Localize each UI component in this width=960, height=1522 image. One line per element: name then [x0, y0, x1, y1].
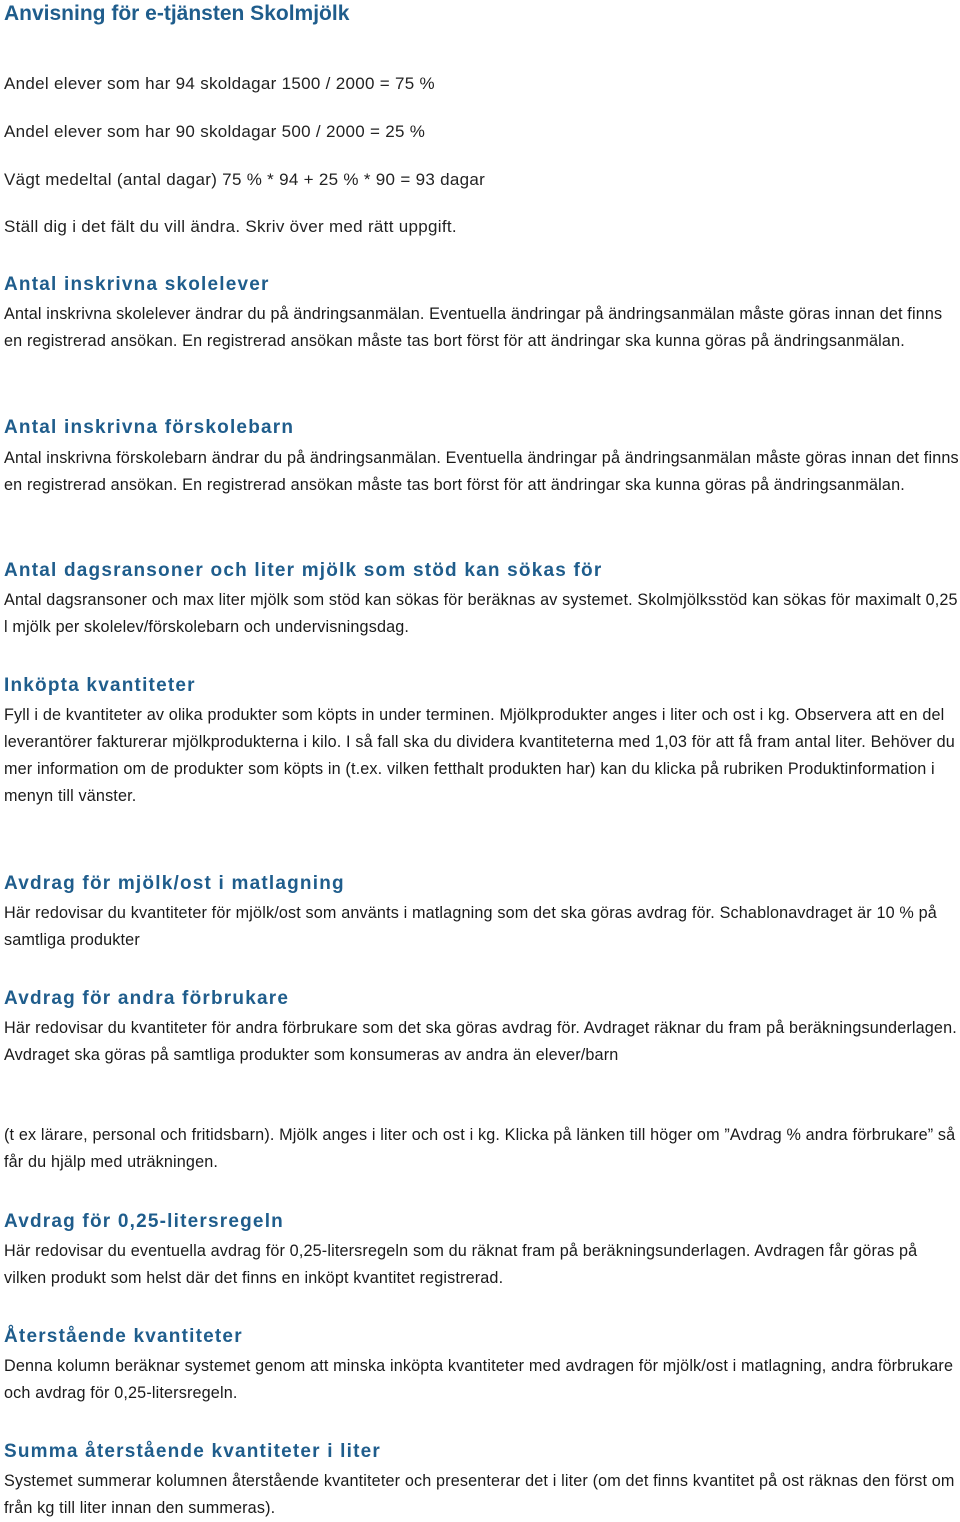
heading-matlagning: Avdrag för mjölk/ost i matlagning [4, 873, 345, 894]
heading-aterstaende: Återstående kvantiteter [4, 1326, 243, 1347]
body-025-regeln: Här redovisar du eventuella avdrag för 0,25-litersregeln som du räknat fram på beräkningsunderlagen. Avdragen får göras på vilken produkt som helst där det finns en inköpt kvantitet registrerad. [4, 1242, 918, 1287]
heading-summa: Summa återstående kvantiteter i liter [4, 1441, 382, 1462]
body-matlagning: Här redovisar du kvantiteter för mjölk/ost som använts i matlagning som det ska göras avdrag för. Schablonavdraget är 10 % på samtliga produkter [4, 904, 937, 949]
calc-line-2: Andel elever som har 90 skoldagar 500 / 2000 = 25 % [4, 122, 426, 141]
body-skolelever: Antal inskrivna skolelever ändrar du på ändringsanmälan. Eventuella ändringar på ändringsanmälan måste göras innan det finns en registrerad ansökan. En registrerad ansökan måste tas bort först för att ändringar ska kunna göras på ändringsanmälan. [4, 305, 943, 350]
body-andra-forbrukare-cont: (t ex lärare, personal och fritidsbarn). Mjölk anges i liter och ost i kg. Klicka på länken till höger om ”Avdrag % andra förbrukare” så får du hjälp med uträkningen. [4, 1126, 956, 1171]
body-andra-forbrukare: Här redovisar du kvantiteter för andra förbrukare som det ska göras avdrag för. Avdraget räknar du fram på beräkningsunderlagen. Avdraget ska göras på samtliga produkter som konsumeras av andra än elever/barn [4, 1019, 957, 1064]
body-summa: Systemet summerar kolumnen återstående kvantiteter och presenterar det i liter (om det finns kvantitet på ost räknas den först om från kg till liter innan den summeras). [4, 1472, 955, 1517]
heading-dagsransoner: Antal dagsransoner och liter mjölk som stöd kan sökas för [4, 560, 603, 581]
heading-025-regeln: Avdrag för 0,25-litersregeln [4, 1211, 284, 1232]
heading-skolelever: Antal inskrivna skolelever [4, 274, 270, 295]
calc-line-3: Vägt medeltal (antal dagar) 75 % * 94 + 25 % * 90 = 93 dagar [4, 170, 486, 189]
calc-line-1: Andel elever som har 94 skoldagar 1500 / 2000 = 75 % [4, 74, 435, 93]
instruction-line: Ställ dig i det fält du vill ändra. Skriv över med rätt uppgift. [4, 217, 457, 236]
body-dagsransoner: Antal dagsransoner och max liter mjölk som stöd kan sökas för beräknas av systemet. Skolmjölksstöd kan sökas för maximalt 0,25 l mjölk per skolelev/förskolebarn och undervisningsdag. [4, 591, 958, 636]
heading-andra-forbrukare: Avdrag för andra förbrukare [4, 988, 290, 1009]
body-inkopta: Fyll i de kvantiteter av olika produkter som köpts in under terminen. Mjölkprodukter anges i liter och ost i kg. Observera att en del leverantörer fakturerar mjölkprodukterna i kilo. I så fall ska du dividera kvantiteterna med 1,03 för att få fram antal liter. Behöver du mer information om de produkter som köpts in (t.ex. vilken fetthalt produkten har) kan du klicka på rubriken Produktinformation i menyn till vänster. [4, 706, 955, 805]
body-aterstaende: Denna kolumn beräknar systemet genom att minska inköpta kvantiteter med avdragen för mjölk/ost i matlagning, andra förbrukare och avdrag för 0,25-litersregeln. [4, 1357, 954, 1402]
heading-inkopta: Inköpta kvantiteter [4, 675, 196, 696]
page-title: Anvisning för e-tjänsten Skolmjölk [4, 2, 350, 25]
body-forskolebarn: Antal inskrivna förskolebarn ändrar du på ändringsanmälan. Eventuella ändringar på ändringsanmälan måste göras innan det finns en registrerad ansökan. En registrerad ansökan måste tas bort först för att ändringar ska kunna göras på ändringsanmälan. [4, 449, 959, 494]
heading-forskolebarn: Antal inskrivna förskolebarn [4, 417, 295, 438]
